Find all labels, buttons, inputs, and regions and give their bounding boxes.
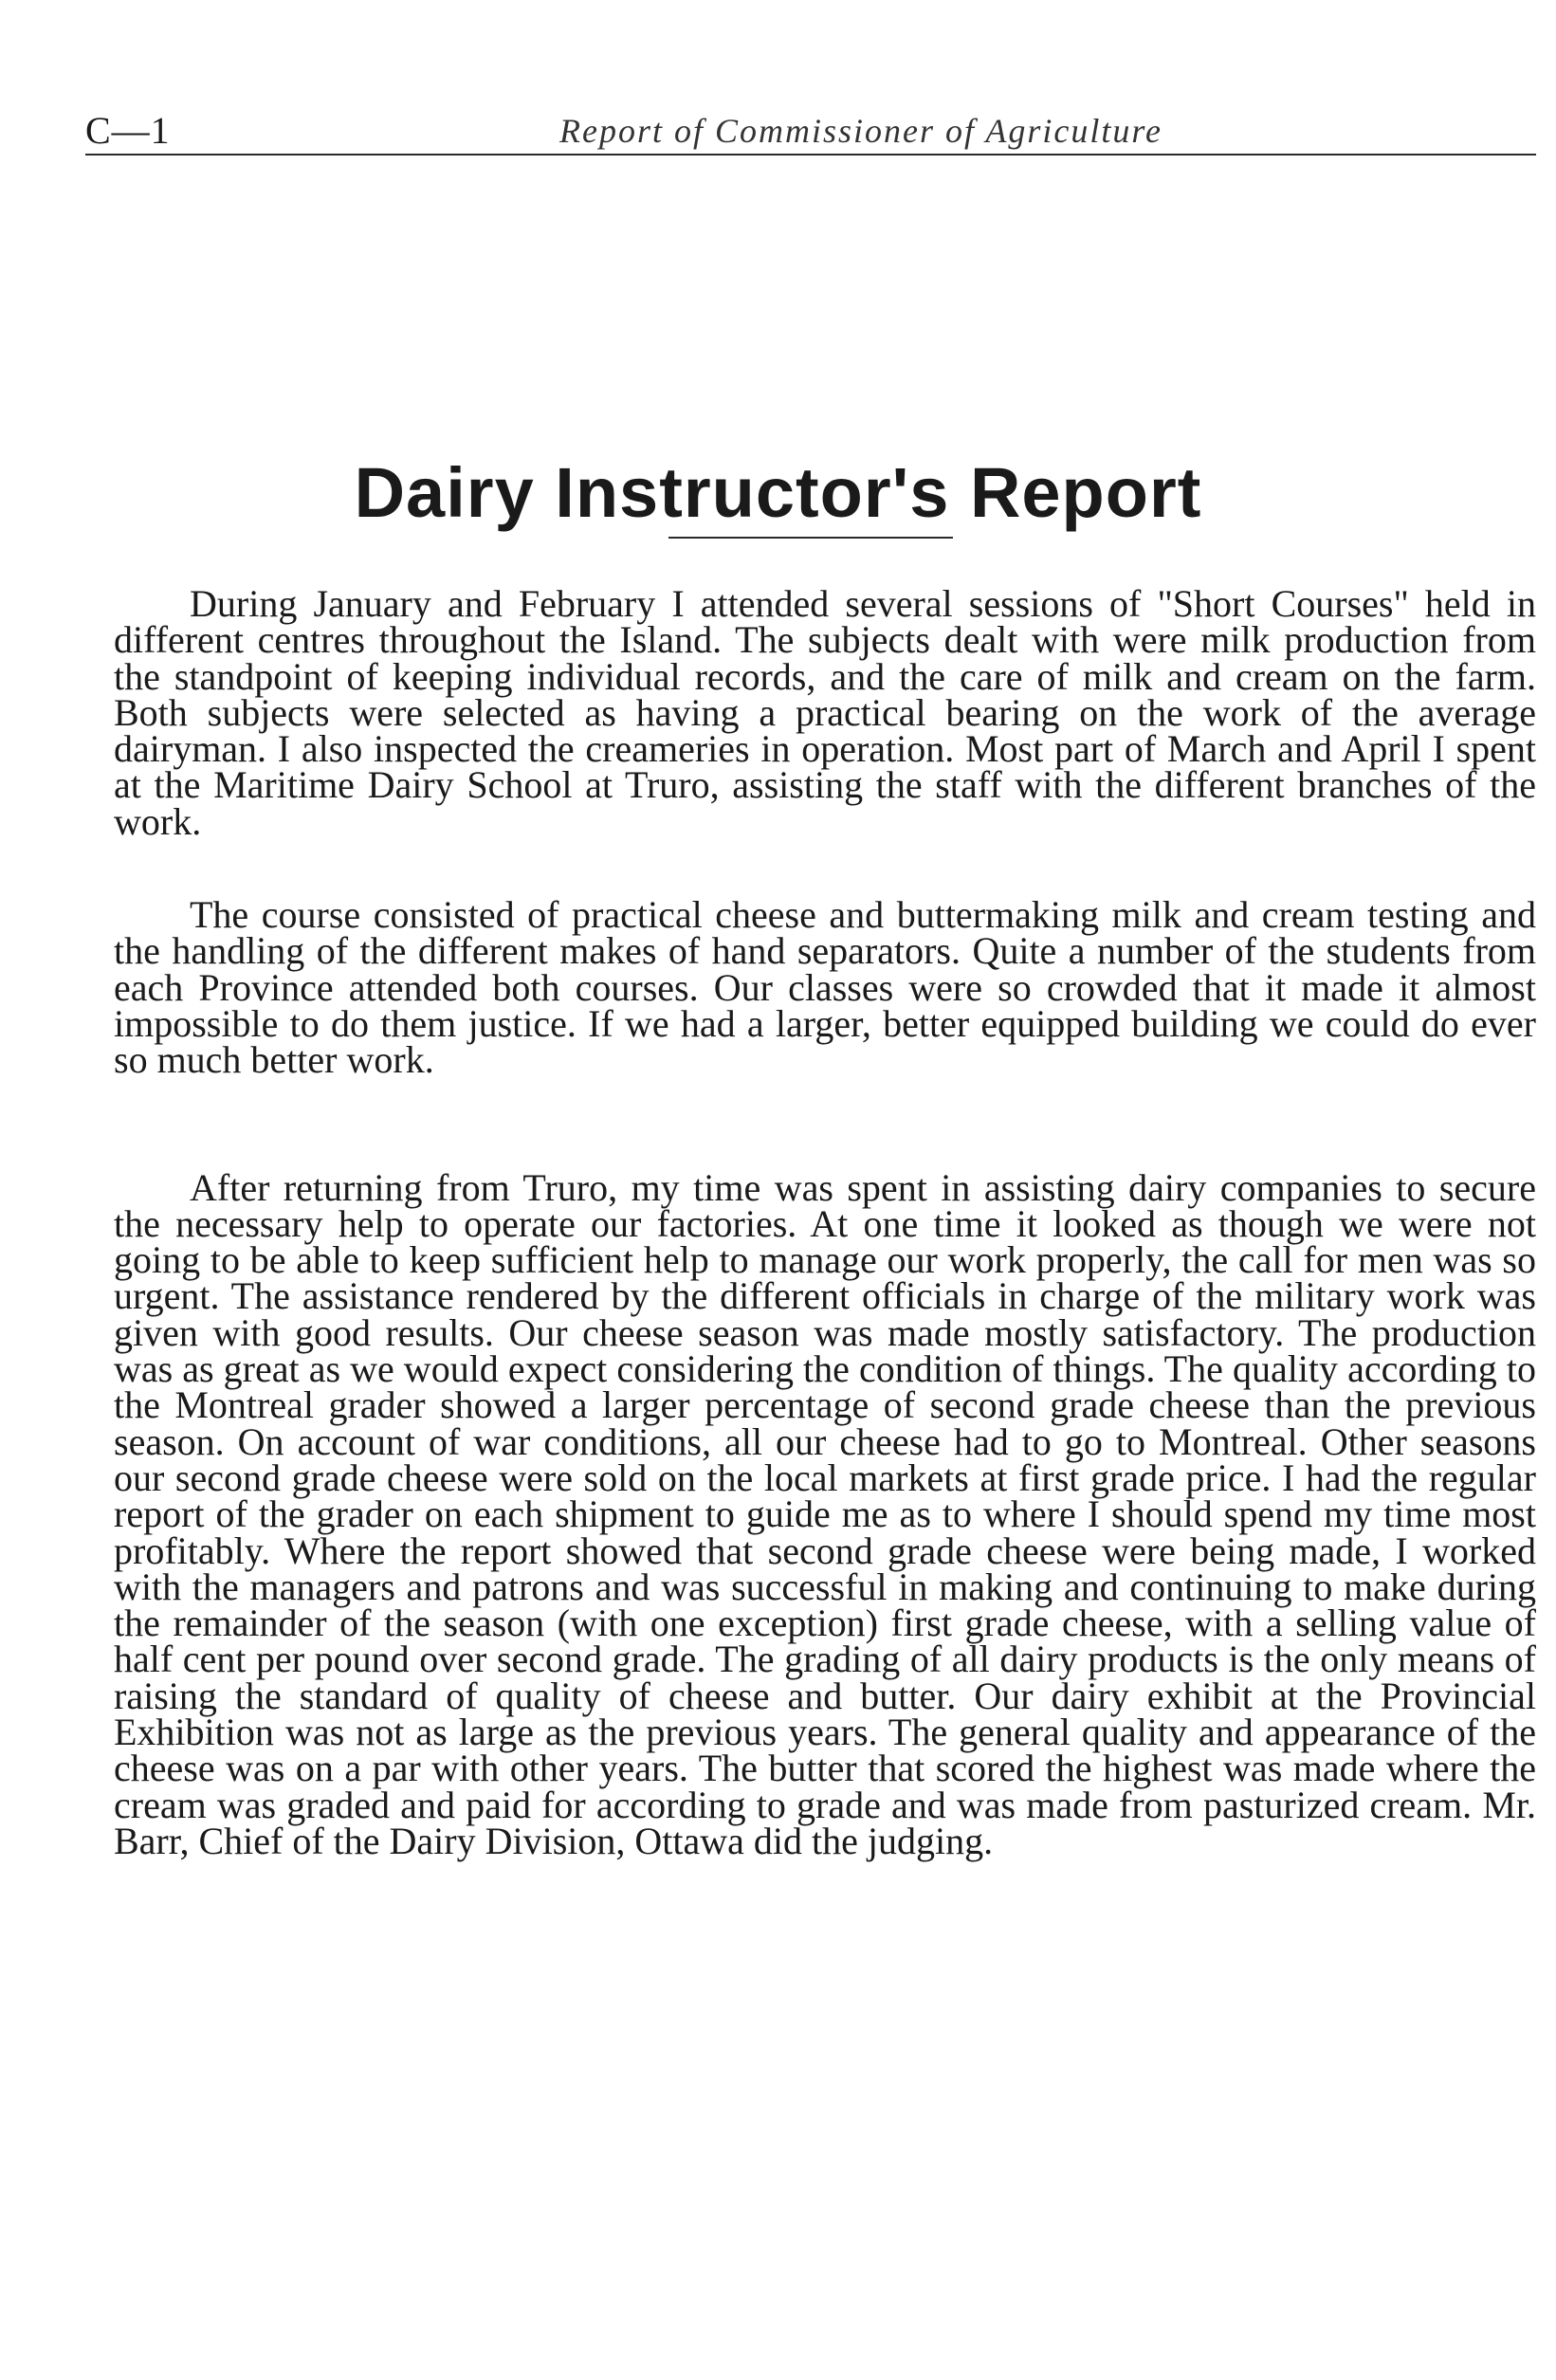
paragraph-course-details: The course consisted of practical cheese and buttermaking milk and cream testing and the handling of the different makes of hand separators. Quite a number of the students from each Province attended both courses. Our classes were so crowded that it made it almost impossible to do them justice. If we had a larger, better equipped building we could do ever so much better work. [114, 893, 1536, 1082]
paragraph-short-courses: During January and February I attended several sessions of "Short Courses" held in different centres throughout the Island. The subjects dealt with were milk production from the standpoint of keeping individual records, and the care of milk and cream on the farm. Both subjects were selected as having a practical bearing on the work of the average dairyman. I also inspected the creameries in operation. Most part of March and April I spent at the Maritime Dairy School at Truro, assisting the staff with the different branches of the work. [114, 582, 1536, 843]
page-number: C—1 [85, 109, 171, 152]
running-head: Report of Commissioner of Agriculture [559, 112, 1162, 150]
paragraph-cheese-season: After returning from Truro, my time was spent in assisting dairy companies to secure the necessary help to operate our factories. At one time it looked as though we were not going to be able to keep sufficient help to manage our work properly, the call for men was so urgent. The assistance rendered by the different officials in charge of the military work was given with good results. Our cheese season was made mostly satisfactory. The production was as great as we would expect considering the condition of things. The quality according to the Montreal grader showed a larger percentage of second grade cheese than the previous season. On account of war conditions, all our cheese had to go to Montreal. Other seasons our second grade cheese were sold on the local markets at first grade price. I had the regular report of the grader on each shipment to guide me as to where I should spend my time most profitably. Where the report showed that second grade cheese were being made, I worked with the managers and patrons and was successful in making and continuing to make during the remainder of the season (with one exception) first grade cheese, with a selling value of half cent per pound over second grade. The grading of all dairy products is the only means of raising the standard of quality of cheese and butter. Our dairy exhibit at the Provincial Exhibition was not as large as the previous years. The general quality and appearance of the cheese was on a par with other years. The butter that scored the highest was made where the cream was graded and paid for according to grade and was made from pasturized cream. Mr. Barr, Chief of the Dairy Division, Ottawa did the judging. [114, 1165, 1536, 1862]
report-title: Dairy Instructor's Report [354, 452, 1202, 532]
title-divider [668, 537, 953, 539]
page-header [85, 106, 1536, 156]
report-body [114, 582, 1536, 1862]
